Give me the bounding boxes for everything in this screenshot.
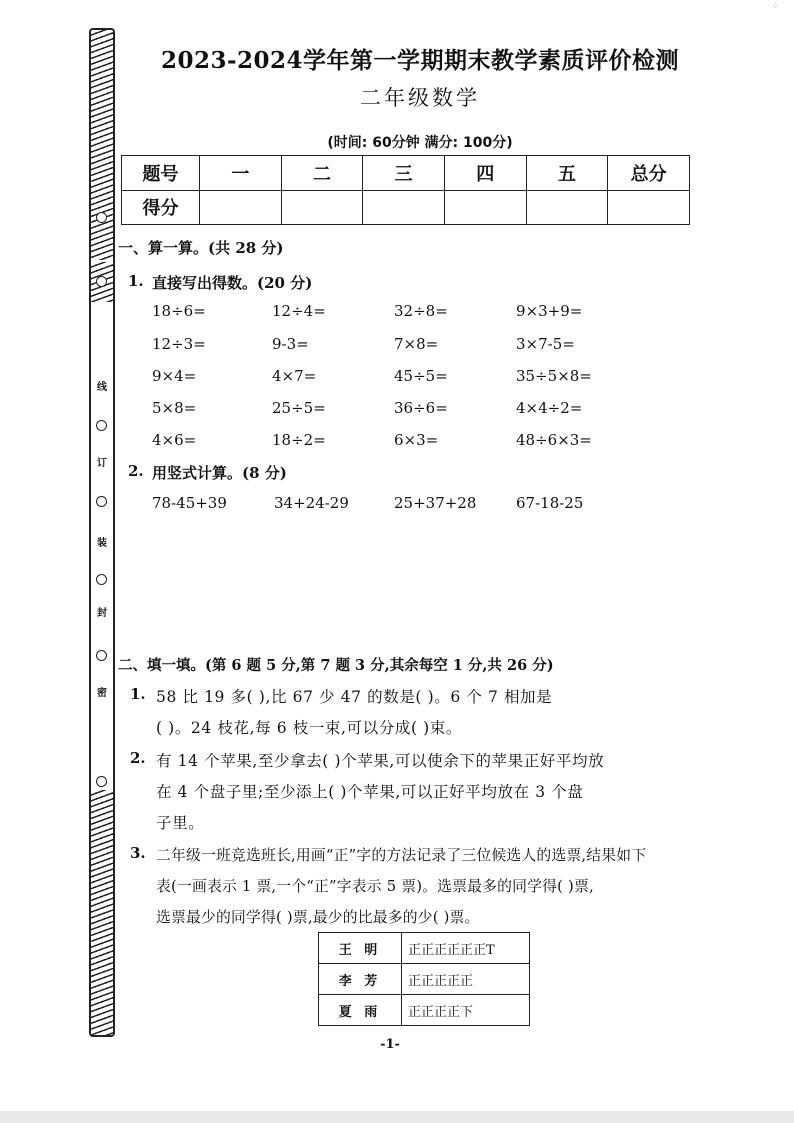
exam-title: 2023-2024学年第一学期期末教学素质评价检测 <box>160 47 680 74</box>
s2-q2-label: 2. <box>130 749 146 767</box>
vote-row <box>319 933 530 964</box>
binding-hole-icon <box>96 496 107 507</box>
calc-item: 18÷2= <box>272 431 326 449</box>
q2-instruction: 用竖式计算。(8 分) <box>152 464 287 482</box>
score-table <box>121 155 690 225</box>
score-row-label: 得分 <box>122 190 200 225</box>
q2-label: 2. <box>128 462 144 480</box>
calc-item: 5×8= <box>152 399 197 417</box>
page-bottom-edge <box>0 1111 794 1123</box>
calc-item: 45÷5= <box>394 367 448 385</box>
binding-label-mi: 密 <box>94 688 110 700</box>
s2-q1-label: 1. <box>130 685 146 703</box>
candidate-name: 王 明 <box>319 933 402 964</box>
binding-label-feng: 封 <box>94 608 110 620</box>
s2-q2-line: 子里。 <box>156 814 205 832</box>
q1-label: 1. <box>128 272 144 290</box>
exam-subtitle: 二年级数学 <box>360 86 480 110</box>
binding-hole-icon <box>96 650 107 661</box>
s2-q1-line: ( )。24 枝花,每 6 枝一束,可以分成( )束。 <box>156 719 462 737</box>
score-header-cell: 三 <box>363 156 445 191</box>
vertical-calc-item: 67-18-25 <box>516 494 584 512</box>
calc-item: 25÷5= <box>272 399 326 417</box>
section1-title: 一、算一算。(共 28 分) <box>118 239 284 257</box>
calc-item: 35÷5×8= <box>516 367 592 385</box>
binding-strip <box>89 28 115 1037</box>
calc-item: 12÷3= <box>152 335 206 353</box>
vote-tally-table <box>318 932 530 1026</box>
hatch-pattern <box>91 30 113 260</box>
calc-item: 9-3= <box>272 335 309 353</box>
scan-corner-mark-icon: ⁘ <box>772 2 780 12</box>
score-header-cell: 五 <box>526 156 608 191</box>
score-entry-cell[interactable] <box>363 190 445 225</box>
score-header-cell: 总分 <box>608 156 690 191</box>
calc-item: 3×7-5= <box>516 335 575 353</box>
s2-q1-line: 58 比 19 多( ),比 67 少 47 的数是( )。6 个 7 相加是 <box>156 688 553 706</box>
score-header-cell: 四 <box>444 156 526 191</box>
vote-row <box>319 995 530 1026</box>
s2-q3-line: 选票最少的同学得( )票,最少的比最多的少( )票。 <box>156 909 480 926</box>
score-entry-cell[interactable] <box>281 190 363 225</box>
calc-item: 32÷8= <box>394 302 448 320</box>
vertical-calc-item: 25+37+28 <box>394 494 477 512</box>
binding-hole-icon <box>96 420 107 431</box>
calc-item: 48÷6×3= <box>516 431 592 449</box>
s2-q3-label: 3. <box>130 844 146 862</box>
calc-item: 7×8= <box>394 335 439 353</box>
score-table-header-row <box>122 156 690 191</box>
score-header-cell: 二 <box>281 156 363 191</box>
binding-hole-icon <box>96 574 107 585</box>
vote-row <box>319 964 530 995</box>
calc-item: 4×7= <box>272 367 317 385</box>
score-table-score-row <box>122 190 690 225</box>
calc-item: 9×3+9= <box>516 302 583 320</box>
calc-item: 4×6= <box>152 431 197 449</box>
score-header-cell: 题号 <box>122 156 200 191</box>
time-info: (时间: 60分钟 满分: 100分) <box>327 135 513 151</box>
calc-item: 4×4÷2= <box>516 399 583 417</box>
score-entry-cell[interactable] <box>608 190 690 225</box>
candidate-name: 夏 雨 <box>319 995 402 1026</box>
tally-marks: 正正正正正正T <box>402 933 530 964</box>
s2-q3-line: 二年级一班竞选班长,用画“正”字的方法记录了三位候选人的选票,结果如下 <box>156 847 647 864</box>
calc-item: 36÷6= <box>394 399 448 417</box>
binding-hole-icon <box>96 212 107 223</box>
s2-q3-line: 表(一画表示 1 票,一个“正”字表示 5 票)。选票最多的同学得( )票, <box>156 878 594 895</box>
s2-q2-line: 在 4 个盘子里;至少添上( )个苹果,可以正好平均放在 3 个盘 <box>156 783 584 801</box>
binding-label-ding: 订 <box>94 458 110 470</box>
binding-label-xian: 线 <box>94 382 110 394</box>
binding-hole-icon <box>96 276 107 287</box>
s2-q2-line: 有 14 个苹果,至少拿去( )个苹果,可以使余下的苹果正好平均放 <box>156 752 605 770</box>
vertical-calc-item: 78-45+39 <box>152 494 227 512</box>
tally-marks: 正正正正下 <box>402 995 530 1026</box>
q1-instruction: 直接写出得数。(20 分) <box>152 274 313 292</box>
calc-item: 18÷6= <box>152 302 206 320</box>
section2-title: 二、填一填。(第 6 题 5 分,第 7 题 3 分,其余每空 1 分,共 26 分) <box>118 657 554 674</box>
score-entry-cell[interactable] <box>526 190 608 225</box>
score-entry-cell[interactable] <box>200 190 282 225</box>
binding-label-zhuang: 装 <box>94 538 110 550</box>
calc-item: 6×3= <box>394 431 439 449</box>
page-number: -1- <box>380 1037 400 1052</box>
hatch-pattern <box>91 790 113 1035</box>
tally-marks: 正正正正正 <box>402 964 530 995</box>
calc-item: 12÷4= <box>272 302 326 320</box>
binding-hole-icon <box>96 776 107 787</box>
candidate-name: 李 芳 <box>319 964 402 995</box>
score-header-cell: 一 <box>200 156 282 191</box>
score-entry-cell[interactable] <box>444 190 526 225</box>
calc-item: 9×4= <box>152 367 197 385</box>
vertical-calc-item: 34+24-29 <box>274 494 349 512</box>
